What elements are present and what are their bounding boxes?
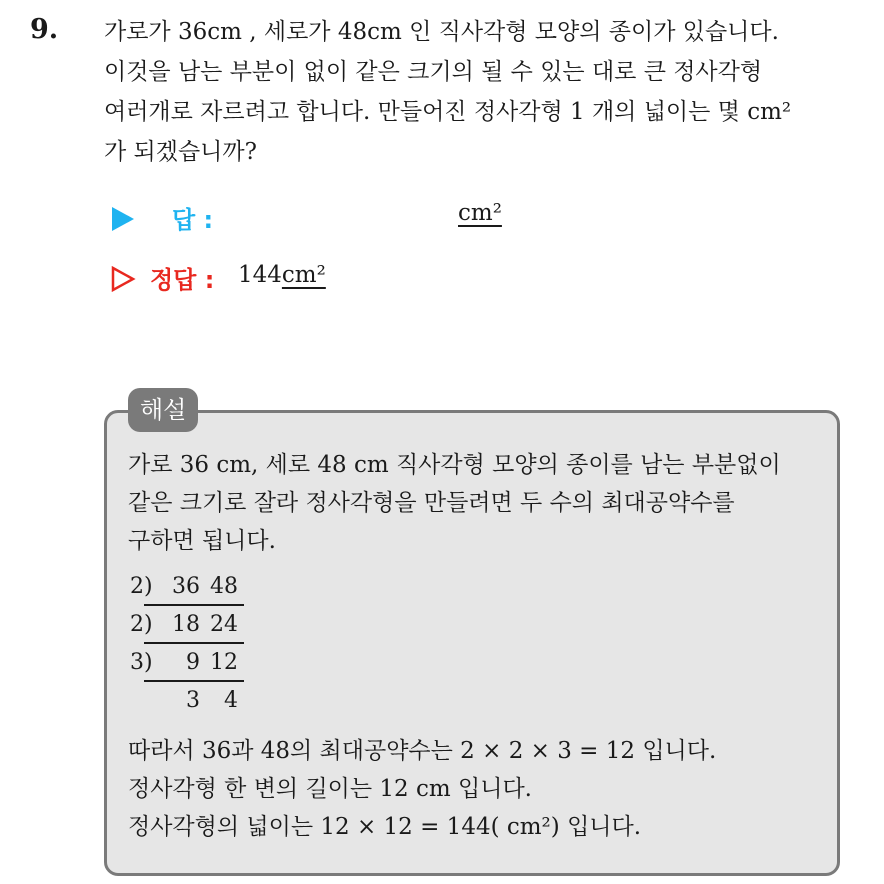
division-rule <box>144 680 244 682</box>
solution-line: 정사각형의 넓이는 12 × 12 = 144( cm²) 입니다. <box>128 814 642 840</box>
division-value-b: 4 <box>224 688 238 713</box>
division-value-a: 3 <box>186 688 200 713</box>
division-rule <box>144 604 244 606</box>
correct-answer-value <box>238 262 326 288</box>
answer-label: 답 : <box>172 206 214 234</box>
answer-row <box>110 198 610 238</box>
question-text <box>104 12 874 172</box>
triangle-outline-icon <box>110 266 136 292</box>
question-line: 이것을 남는 부분이 없이 같은 크기의 될 수 있는 대로 큰 정사각형 <box>104 59 763 85</box>
question-line: 가로가 36cm , 세로가 48cm 인 직사각형 모양의 종이가 있습니다. <box>104 19 779 45</box>
division-value-b: 12 <box>210 650 238 675</box>
solution-line: 같은 크기로 잘라 정사각형을 만들려면 두 수의 최대공약수를 <box>128 490 735 516</box>
division-divisor: 3) <box>130 650 153 675</box>
answer-unit: cm² <box>458 200 502 226</box>
question-line: 여러개로 자르려고 합니다. 만들어진 정사각형 1 개의 넓이는 몇 cm² <box>104 99 792 125</box>
question-line: 가 되겠습니까? <box>104 139 257 165</box>
solution-tab: 해설 <box>128 388 198 432</box>
solution-line: 구하면 됩니다. <box>128 528 276 554</box>
division-row <box>128 570 258 608</box>
division-value-b: 24 <box>210 612 238 637</box>
division-row <box>128 608 258 646</box>
solution-intro <box>128 446 838 560</box>
correct-answer-label: 정답 : <box>150 266 215 294</box>
division-row <box>128 646 258 684</box>
division-value-a: 18 <box>172 612 200 637</box>
division-rule <box>144 642 244 644</box>
correct-answer-number: 144 <box>238 262 282 288</box>
solution-line: 가로 36 cm, 세로 48 cm 직사각형 모양의 종이를 남는 부분없이 <box>128 452 781 478</box>
solution-conclusion <box>128 732 838 846</box>
solution-line: 정사각형 한 변의 길이는 12 cm 입니다. <box>128 776 532 802</box>
correct-answer-unit: cm² <box>281 262 326 288</box>
question-number: 9. <box>30 14 59 45</box>
division-value-a: 36 <box>172 574 200 599</box>
division-row <box>128 684 258 722</box>
division-value-b: 48 <box>210 574 238 599</box>
solution-line: 따라서 36과 48의 최대공약수는 2 × 2 × 3 = 12 입니다. <box>128 738 717 764</box>
correct-answer-row <box>110 258 610 298</box>
division-value-a: 9 <box>186 650 200 675</box>
ladder-division <box>128 570 258 722</box>
division-divisor: 2) <box>130 574 153 599</box>
play-icon <box>110 206 136 232</box>
division-divisor: 2) <box>130 612 153 637</box>
